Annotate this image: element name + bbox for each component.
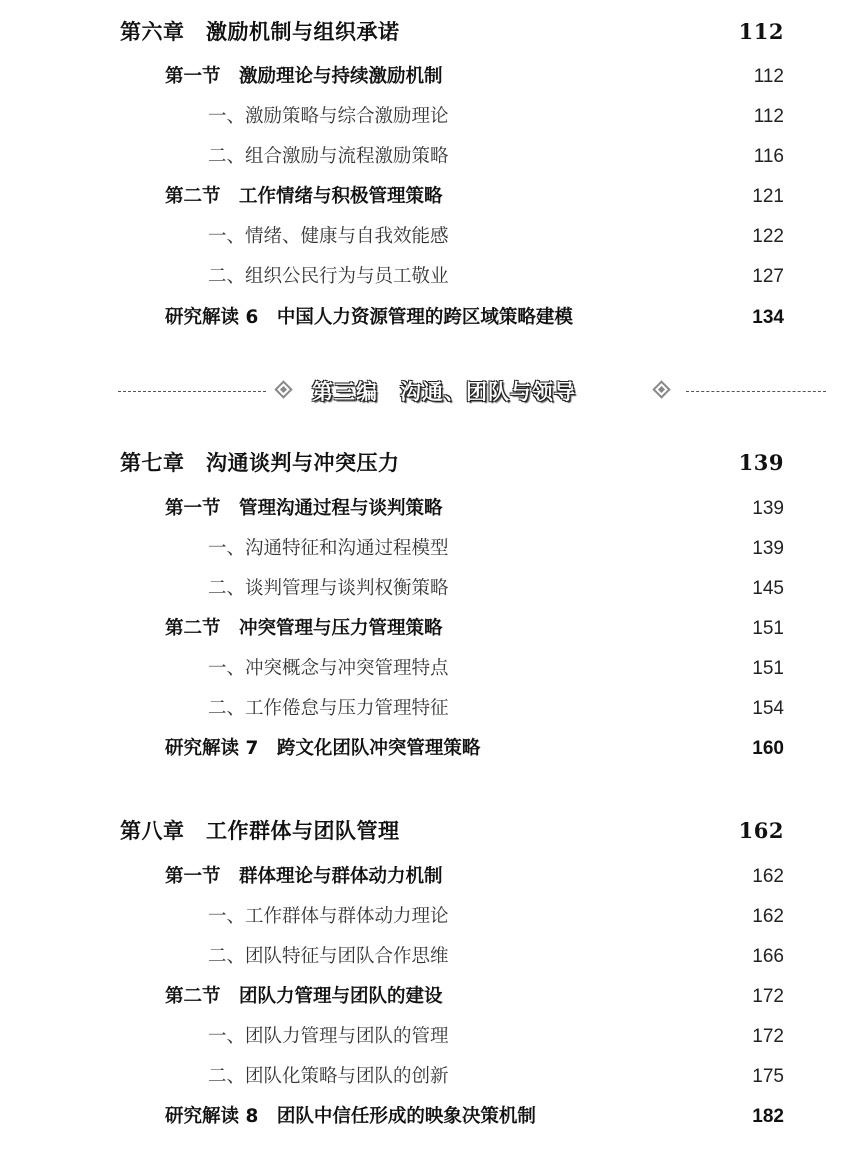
part-title: 第三编 沟通、团队与领导 [312,380,576,404]
dashed-rule-right [686,391,826,392]
page-number: 160 [752,738,784,759]
section-title: 第二节 团队力管理与团队的建设 [165,986,443,1007]
toc-chapter-8[interactable] [0,811,866,851]
part-divider [0,372,866,412]
toc-section[interactable] [0,57,866,97]
page-number: 145 [752,578,784,599]
toc-subsection[interactable] [0,689,866,729]
chapter-title: 第七章 沟通谈判与冲突压力 [120,450,400,475]
subsection-title: 一、沟通特征和沟通过程模型 [208,538,449,559]
page-number: 116 [753,146,784,167]
diamond-ornament-icon [652,380,670,398]
toc-subsection[interactable] [0,97,866,137]
research-reading-title: 研究解读 7 跨文化团队冲突管理策略 [165,738,481,759]
toc-subsection[interactable] [0,937,866,977]
subsection-title: 二、组织公民行为与员工敬业 [208,266,449,287]
toc-research-reading[interactable] [0,729,866,769]
toc-subsection[interactable] [0,649,866,689]
page-number: 172 [752,1026,784,1047]
toc-section[interactable] [0,609,866,649]
page-number: 134 [752,307,784,328]
toc-section[interactable] [0,489,866,529]
toc-subsection[interactable] [0,137,866,177]
section-title: 第二节 冲突管理与压力管理策略 [165,618,443,639]
research-reading-title: 研究解读 6 中国人力资源管理的跨区域策略建模 [165,307,573,328]
section-title: 第一节 激励理论与持续激励机制 [165,66,443,87]
toc-research-reading[interactable] [0,298,866,338]
toc-subsection[interactable] [0,569,866,609]
toc-chapter-6[interactable] [0,12,866,52]
subsection-title: 一、工作群体与群体动力理论 [208,906,449,927]
page-number: 162 [738,818,784,843]
toc-section[interactable] [0,977,866,1017]
page-number: 127 [752,266,784,287]
page-number: 139 [738,450,784,475]
subsection-title: 一、团队力管理与团队的管理 [208,1026,449,1047]
page-number: 175 [752,1066,784,1087]
page-number: 151 [752,618,784,639]
chapter-title: 第八章 工作群体与团队管理 [120,818,400,843]
subsection-title: 一、激励策略与综合激励理论 [208,106,449,127]
subsection-title: 一、情绪、健康与自我效能感 [208,226,449,247]
subsection-title: 二、工作倦怠与压力管理特征 [208,698,449,719]
diamond-ornament-icon [274,380,292,398]
toc-subsection[interactable] [0,1057,866,1097]
toc-research-reading[interactable] [0,1097,866,1137]
subsection-title: 二、团队特征与团队合作思维 [208,946,449,967]
page-number: 121 [752,186,784,207]
page-number: 151 [752,658,784,679]
subsection-title: 一、冲突概念与冲突管理特点 [208,658,449,679]
toc-chapter-7[interactable] [0,443,866,483]
subsection-title: 二、组合激励与流程激励策略 [208,146,449,167]
chapter-title: 第六章 激励机制与组织承诺 [120,19,400,44]
section-title: 第二节 工作情绪与积极管理策略 [165,186,443,207]
toc-subsection[interactable] [0,217,866,257]
page-number: 112 [753,66,784,87]
section-title: 第一节 管理沟通过程与谈判策略 [165,498,443,519]
page-number: 122 [752,226,784,247]
subsection-title: 二、团队化策略与团队的创新 [208,1066,449,1087]
toc-section[interactable] [0,177,866,217]
page-number: 172 [752,986,784,1007]
page-number: 166 [752,946,784,967]
page-number: 139 [752,498,784,519]
section-title: 第一节 群体理论与群体动力机制 [165,866,443,887]
subsection-title: 二、谈判管理与谈判权衡策略 [208,578,449,599]
toc-subsection[interactable] [0,257,866,297]
dashed-rule-left [118,391,266,392]
toc-section[interactable] [0,857,866,897]
page-number: 154 [752,698,784,719]
page-number: 162 [752,906,784,927]
toc-subsection[interactable] [0,897,866,937]
page-number: 162 [752,866,784,887]
toc-subsection[interactable] [0,529,866,569]
page-number: 139 [752,538,784,559]
toc-subsection[interactable] [0,1017,866,1057]
page-number: 182 [752,1106,784,1127]
page-number: 112 [753,106,784,127]
page-number: 112 [738,19,784,44]
research-reading-title: 研究解读 8 团队中信任形成的映象决策机制 [165,1106,536,1127]
